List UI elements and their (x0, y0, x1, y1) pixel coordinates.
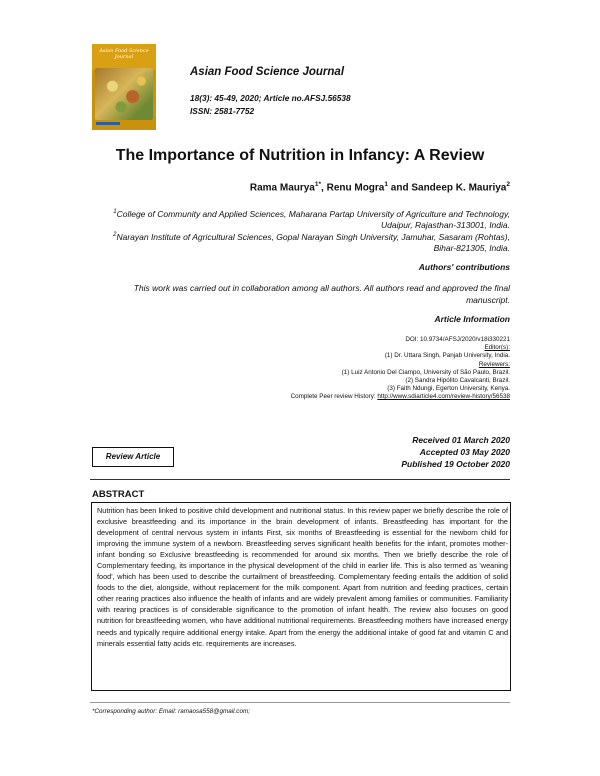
reviewer-item: (2) Sandra Hipólito Cavalcanti, Brazil. (405, 377, 510, 384)
editors-label: Editor(s): (484, 344, 510, 351)
divider (90, 479, 510, 480)
article-type-badge: Review Article (92, 447, 174, 467)
footnote-divider (90, 702, 510, 703)
cover-strip (96, 122, 120, 125)
published-date: Published 19 October 2020 (401, 459, 510, 469)
abstract-text: Nutrition has been linked to positive child development and nutritional status. In this review paper we briefly describe the role of exclusive breastfeeding and its importance in the brain development of infants. Breastfeeding has important for the development of central nervous system in infants First, six months of Breastfeeding is essential for the newborn child for improving the immune system of a newborn. Breastfeeding serves significant health benefits for the infant, promotes mother-infant bonding so Exclusive breastfeeding is recommended for around six months. Then we briefly describe the role of Complementary feeding, its importance in the physical development of the child in earlier life. This is also termed as 'weaning food', which has been used to describe the curtailment of breastfeeding. Complementary feeding entails the addition of solid foods to the diet, alongside, without replacement for the milk component. Apart from nutrition and feeding practices, certain other rearing practices also influence the health of infants and are widely prevalent among families or communities. Familiarity with rearing practices is of considerable significance to the promotion of infant health. The review also focuses on good nutrition for breastfeeding women, who have additional nutritional requirements. Breastfeeding mothers have increased energy needs and typically require additional energy intake. Apart from the energy the additional intake of good fat and vitamin C and minerals essential fatty acids etc. requirements are increases. (97, 506, 508, 648)
contributions-text: This work was carried out in collaboration among all authors. All authors read and approved the final manuscript. (133, 283, 510, 305)
doi: DOI: 10.9734/AFSJ/2020/v18i330221 (405, 336, 510, 343)
author-name: Rama Maurya (249, 182, 315, 194)
history-link[interactable]: http://www.sdiarticle4.com/review-history/56538 (377, 393, 510, 400)
affiliation-1 (90, 207, 510, 232)
author-name: Renu Mogra (326, 182, 385, 194)
affiliation-text: Narayan Institute of Agricultural Sciences, Gopal Narayan Singh University, Jamuhar, Sasaram (Rohtas), Bihar-821305, India. (116, 231, 510, 254)
accepted-date: Accepted 03 May 2020 (419, 447, 510, 457)
cover-food-photo (95, 68, 153, 120)
author-line (250, 181, 510, 193)
affiliation-2 (90, 230, 510, 255)
author-sup: 1 (384, 181, 388, 188)
reviewers-label: Reviewers: (478, 361, 510, 368)
reviewers-label-wrap (479, 361, 510, 368)
journal-name: Asian Food Science Journal (190, 66, 345, 78)
contributions-heading: Authors' contributions (418, 262, 510, 272)
issn: ISSN: 2581-7752 (190, 106, 255, 116)
author-separator: , (321, 182, 327, 194)
volume-line: 18(3): 45-49, 2020; Article no.AFSJ.56538 (190, 93, 351, 103)
journal-cover-image (92, 44, 156, 130)
affiliation-text: College of Community and Applied Sciences, Maharana Partap University of Agriculture and Technology, Udaipur, Rajasthan-313001, India. (116, 208, 510, 231)
article-info-heading: Article Information (434, 314, 510, 324)
cover-title: Asian Food Science Journal (99, 48, 149, 60)
history-label: Complete Peer review History: (290, 393, 378, 400)
reviewer-item: (1) Luiz Antonio Del Ciampo, University of São Paulo, Brazil. (341, 369, 510, 376)
corresponding-author-footnote: *Corresponding author: Email: ramaosa558@gmail.com; (92, 708, 250, 715)
reviewer-item: (3) Faith Ndungi, Egerton University, Kenya. (387, 385, 510, 392)
abstract-heading: ABSTRACT (92, 489, 145, 500)
editor-item: (1) Dr. Uttara Singh, Panjab University, India. (384, 352, 510, 359)
affiliation-sup: 2 (113, 232, 117, 238)
paper-title: The Importance of Nutrition in Infancy: A Review (115, 147, 485, 164)
author-sup: 1* (314, 181, 322, 188)
author-name: Sandeep K. Mauriya (411, 182, 507, 194)
author-sup: 2 (506, 181, 510, 188)
peer-review-history (291, 393, 510, 400)
affiliation-sup: 1 (113, 209, 117, 215)
received-date: Received 01 March 2020 (412, 435, 510, 445)
editors-label-wrap (484, 344, 510, 351)
author-separator: and (388, 182, 412, 194)
